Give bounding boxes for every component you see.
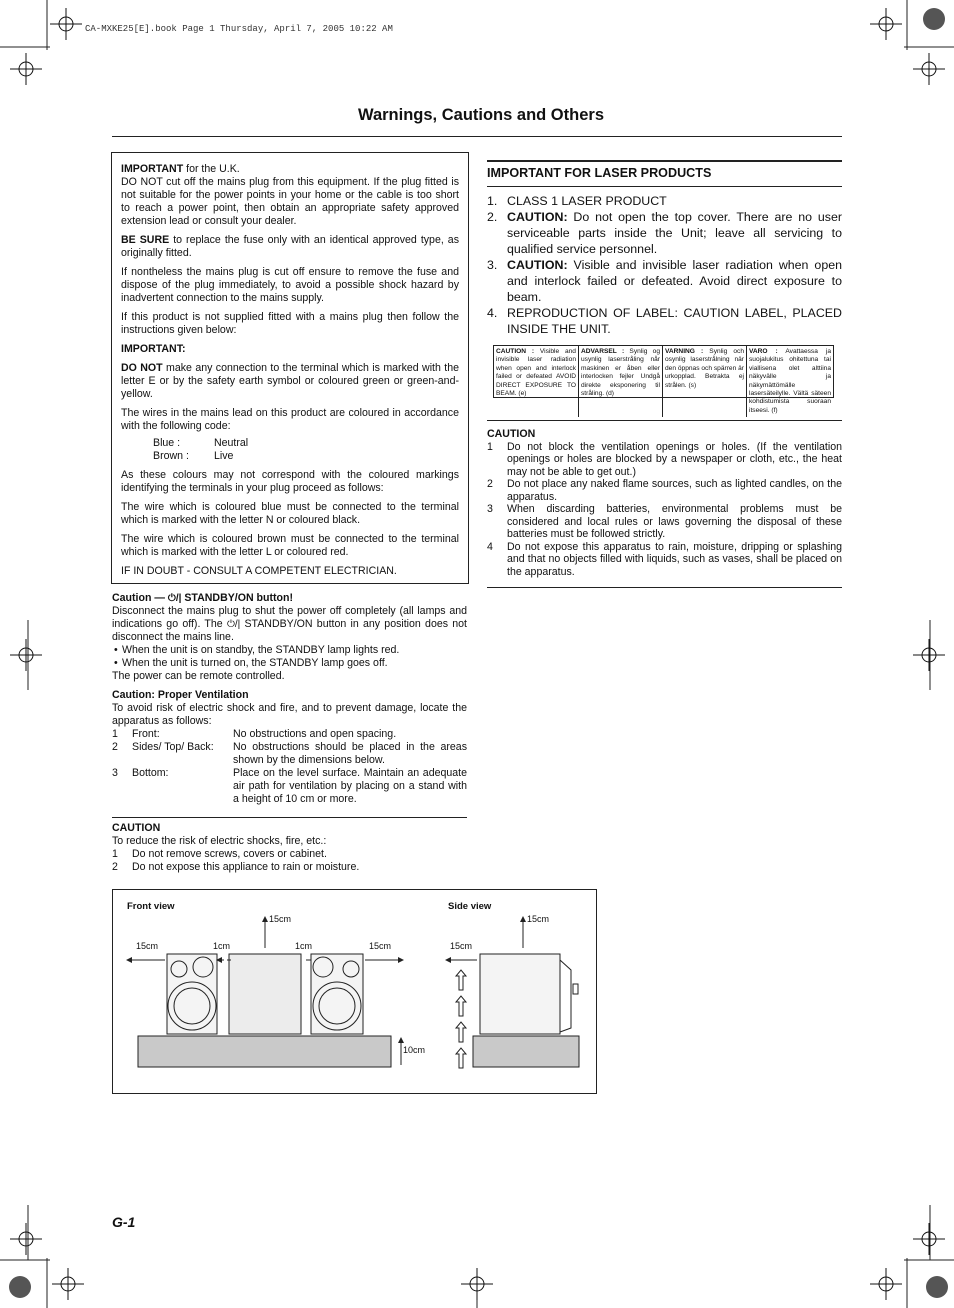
item-bold: CAUTION: bbox=[507, 210, 568, 224]
caution-right-section bbox=[487, 420, 842, 588]
uk-p7: The wires in the mains lead on this product are coloured in accordance with the following code: bbox=[121, 407, 459, 432]
uk-p5: IMPORTANT: bbox=[121, 343, 186, 355]
dimension-label: 10cm bbox=[403, 1045, 426, 1055]
uk-plug-warning-box bbox=[111, 152, 469, 584]
uk-p9: The wire which is coloured blue must be connected to the terminal which is marked with the letter N or coloured black. bbox=[121, 501, 459, 526]
section-divider bbox=[112, 817, 467, 818]
item-label: Front: bbox=[132, 728, 160, 740]
item-text: CLASS 1 LASER PRODUCT bbox=[507, 194, 667, 208]
item-bold: CAUTION: bbox=[507, 258, 568, 272]
uk-important-label: IMPORTANT bbox=[121, 163, 184, 175]
item-text: When discarding batteries, environmental problems must be considered and local rules or laws governing the disposal of these batteries must be followed strictly. bbox=[507, 503, 842, 540]
item-number: 2 bbox=[487, 478, 493, 490]
item-number: 4. bbox=[487, 306, 498, 320]
standby-body-pre: Disconnect the mains plug to shut the power off completely (all lamps and indications go off). The bbox=[112, 605, 467, 630]
power-standby-icon: ⏻/| bbox=[226, 619, 241, 630]
list-item bbox=[487, 441, 842, 479]
dimension-label: 1cm bbox=[295, 941, 313, 951]
laser-caution-label bbox=[493, 345, 834, 414]
left-column bbox=[112, 592, 467, 874]
uk-p8: As these colours may not correspond with the coloured markings identifying the terminals in your plug proceed as follows: bbox=[121, 469, 459, 494]
item-number: 3. bbox=[487, 258, 498, 272]
item-text: Do not place any naked flame sources, such as lighted candles, on the apparatus. bbox=[507, 478, 842, 503]
list-item bbox=[487, 478, 842, 503]
item-number: 1 bbox=[112, 728, 118, 740]
label-cell bbox=[663, 346, 747, 417]
be-sure-label: BE SURE bbox=[121, 234, 170, 246]
label-text: Avattaessa ja suojalukitus ohitettuna tai viallisena olet alttiina näkyvälle ja näkymättömälle lasersäteilylle. Vältä säteen kohdistumista suoraan itseesi. bbox=[749, 348, 831, 414]
be-sure-text: to replace the fuse only with an identical approved type, as originally fitted. bbox=[121, 234, 459, 259]
label-text: Visible and invisible laser radiation when open and interlock failed or defeated AVOID DIRECT EXPOSURE TO BEAM. bbox=[496, 348, 576, 398]
dimension-label: 15cm bbox=[369, 941, 392, 951]
item-text: Do not expose this apparatus to rain, moisture, dripping or splashing and that no objects filled with liquids, such as vases, shall be placed on the apparatus. bbox=[507, 540, 842, 578]
laser-products-section bbox=[487, 160, 842, 337]
power-standby-icon: ⏻/| bbox=[167, 593, 182, 604]
ventilation-diagram bbox=[112, 889, 597, 1094]
section-divider bbox=[487, 587, 842, 588]
wire-meaning: Neutral bbox=[214, 437, 249, 449]
do-not-text: make any connection to the terminal which is marked with the letter E or by the safety earth symbol or coloured green or green-and-yellow. bbox=[121, 362, 459, 400]
list-item bbox=[487, 541, 842, 579]
label-cell bbox=[579, 346, 663, 417]
item-number: 2. bbox=[487, 210, 498, 224]
item-text: No obstructions should be placed in the areas shown by the dimensions below. bbox=[233, 741, 467, 766]
item-text: Do not block the ventilation openings or holes. (If the ventilation openings or holes are blocked by a newspaper or cloth, etc., the heat may not be able to get out.) bbox=[507, 440, 842, 478]
list-item: • When the unit is on standby, the STANDBY lamp lights red. bbox=[112, 644, 467, 657]
laser-heading: IMPORTANT FOR LASER PRODUCTS bbox=[487, 166, 712, 180]
label-cell bbox=[747, 346, 833, 417]
label-cell bbox=[494, 346, 579, 417]
label-title: CAUTION : bbox=[496, 348, 535, 355]
standby-head-pre: Caution — bbox=[112, 592, 168, 604]
standby-body-post: STANDBY/ON button in any position does not disconnect the mains line. bbox=[112, 618, 468, 643]
label-text: Synlig og usynlig laserstråling når maskinen er åben eller interlocken fejler Undgå direkte eksponering til stråling. bbox=[581, 348, 660, 398]
clearance-drawing bbox=[113, 890, 596, 1093]
list-item bbox=[487, 193, 842, 209]
print-slug: CA-MXKE25[E].book Page 1 Thursday, April 7, 2005 10:22 AM bbox=[85, 24, 393, 34]
uk-p3: If nontheless the mains plug is cut off ensure to remove the fuse and dispose of the plug immediately, to avoid a possible shock hazard by inadvertent connection to the mains supply. bbox=[121, 266, 459, 304]
page-title: Warnings, Cautions and Others bbox=[358, 106, 604, 124]
caution-intro: To reduce the risk of electric shocks, fire, etc.: bbox=[112, 835, 327, 847]
do-not-label: DO NOT bbox=[121, 362, 163, 374]
label-tag: (d) bbox=[605, 390, 614, 398]
label-title: VARNING : bbox=[665, 348, 704, 355]
list-item bbox=[112, 728, 467, 741]
wire-colour: Brown : bbox=[153, 450, 189, 462]
section-divider bbox=[487, 420, 842, 421]
wire-meaning: Live bbox=[214, 450, 234, 462]
item-text: REPRODUCTION OF LABEL: CAUTION LABEL, PLACED INSIDE THE UNIT. bbox=[507, 306, 842, 336]
list-item bbox=[487, 257, 842, 305]
item-number: 1. bbox=[487, 194, 498, 208]
item-text: No obstructions and open spacing. bbox=[233, 728, 397, 740]
dimension-label: 1cm bbox=[213, 941, 231, 951]
item-number: 4 bbox=[487, 540, 493, 553]
uk-p1-body: DO NOT cut off the mains plug from this equipment. If the plug fitted is not suitable for the power points in your home or the cable is too short to reach a power point, then obtain an appropriate safety approved extension lead or consult your dealer. bbox=[121, 176, 459, 227]
list-item bbox=[487, 209, 842, 257]
dimension-label: 15cm bbox=[450, 941, 473, 951]
laser-list bbox=[487, 193, 842, 337]
page-number: G-1 bbox=[112, 1214, 136, 1230]
wire-colour: Blue : bbox=[153, 437, 181, 449]
dimension-label: 15cm bbox=[527, 914, 550, 924]
section-divider bbox=[487, 186, 842, 187]
list-item bbox=[112, 767, 467, 806]
label-title: ADVARSEL : bbox=[581, 348, 625, 355]
label-text: Synlig och osynlig laserstrålning när den öppnas och spärren är urkopplad. Betrakta ej strålen. bbox=[665, 348, 744, 389]
list-item bbox=[112, 741, 467, 767]
side-view-label: Side view bbox=[448, 901, 492, 912]
item-text: Do not expose this appliance to rain or moisture. bbox=[132, 861, 360, 873]
list-item bbox=[487, 305, 842, 337]
title-divider bbox=[112, 136, 842, 137]
ventilation-intro: To avoid risk of electric shock and fire, and to prevent damage, locate the apparatus as follows: bbox=[112, 702, 467, 727]
item-label: Bottom: bbox=[132, 767, 169, 779]
front-view-label: Front view bbox=[127, 901, 175, 912]
uk-important-rest: for the U.K. bbox=[183, 163, 240, 175]
caution-heading: CAUTION bbox=[487, 428, 536, 440]
uk-p11: IF IN DOUBT - CONSULT A COMPETENT ELECTRICIAN. bbox=[121, 565, 397, 577]
item-number: 3 bbox=[487, 503, 493, 515]
remote-note: The power can be remote controlled. bbox=[112, 670, 285, 682]
label-tag: (f) bbox=[771, 406, 778, 414]
item-text: Do not open the top cover. There are no user serviceable parts inside the Unit; leave all servicing to qualified service personnel. bbox=[507, 210, 842, 256]
label-tag: (e) bbox=[518, 390, 527, 398]
list-item: • When the unit is turned on, the STANDBY lamp goes off. bbox=[112, 657, 467, 670]
caution-heading: CAUTION bbox=[112, 822, 161, 834]
item-text: Do not remove screws, covers or cabinet. bbox=[132, 848, 327, 860]
item-number: 3 bbox=[112, 767, 118, 779]
item-number: 2 bbox=[112, 741, 118, 753]
item-number: 1 bbox=[112, 848, 118, 860]
list-item bbox=[487, 503, 842, 541]
wire-colour-table bbox=[153, 437, 459, 463]
list-item bbox=[112, 848, 467, 861]
item-number: 2 bbox=[112, 861, 118, 873]
dimension-label: 15cm bbox=[269, 914, 292, 924]
label-tag: (s) bbox=[688, 381, 697, 389]
item-text: Place on the level surface. Maintain an adequate air path for ventilation by placing on a stand with a height of 10 cm or more. bbox=[233, 767, 467, 805]
uk-p4: If this product is not supplied fitted with a mains plug then follow the instructions given below: bbox=[121, 311, 459, 336]
standby-head-post: STANDBY/ON button! bbox=[181, 592, 294, 604]
label-title: VARO : bbox=[749, 348, 778, 355]
item-text: Visible and invisible laser radiation when open and interlock failed or defeated. Avoid direct exposure to beam. bbox=[507, 258, 842, 304]
item-number: 1 bbox=[487, 440, 493, 453]
uk-p10: The wire which is coloured brown must be connected to the terminal which is marked with the letter L or coloured red. bbox=[121, 533, 459, 558]
section-divider bbox=[487, 160, 842, 162]
item-label: Sides/ Top/ Back: bbox=[132, 741, 214, 753]
dimension-label: 15cm bbox=[136, 941, 159, 951]
list-item bbox=[112, 861, 467, 874]
ventilation-heading: Caution: Proper Ventilation bbox=[112, 689, 249, 701]
